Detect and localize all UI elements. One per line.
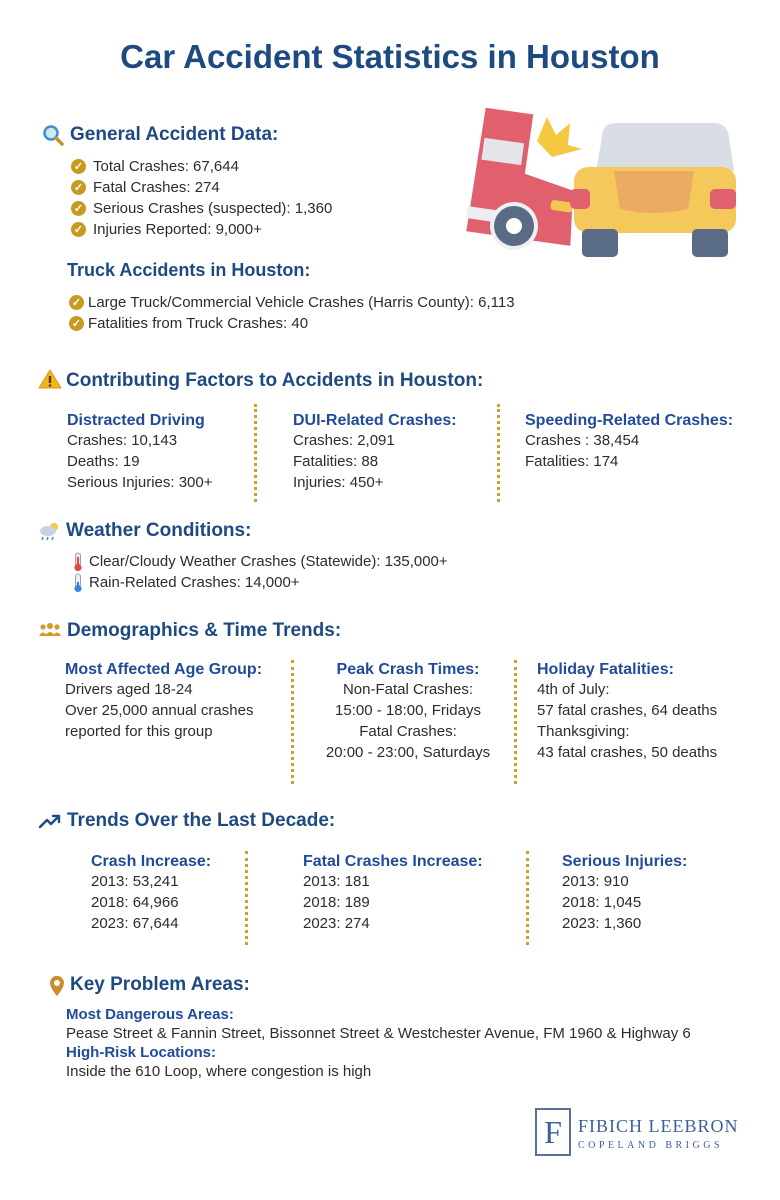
stat-line: Fatalities: 174 xyxy=(525,453,619,470)
dangerous-areas-text: Pease Street & Fannin Street, Bissonnet Street & Westchester Avenue, FM 1960 & Highway 6 xyxy=(66,1025,691,1042)
list-item: ✓ Injuries Reported: 9,000+ xyxy=(71,219,332,240)
check-icon: ✓ xyxy=(71,201,86,216)
stat-line: 43 fatal crashes, 50 deaths xyxy=(537,744,718,761)
factors-heading: Contributing Factors to Accidents in Houston: xyxy=(66,370,484,391)
column-title: Fatal Crashes Increase: xyxy=(303,853,483,870)
location-pin-icon xyxy=(48,975,66,997)
high-risk-title: High-Risk Locations: xyxy=(66,1044,217,1061)
yellow-car xyxy=(570,123,736,257)
column-title: Serious Injuries: xyxy=(562,853,688,870)
stat-line: Fatalities: 88 xyxy=(293,453,379,470)
column-divider xyxy=(254,404,257,502)
demo-age-group xyxy=(65,661,262,742)
column-title: Holiday Fatalities: xyxy=(537,661,674,678)
stat-line: 2018: 1,045 xyxy=(562,894,642,911)
people-icon xyxy=(38,622,62,638)
high-risk-text: Inside the 610 Loop, where congestion is high xyxy=(66,1063,372,1080)
trends-heading: Trends Over the Last Decade: xyxy=(67,810,336,831)
stat-line: Drivers aged 18-24 xyxy=(65,681,193,698)
factor-distracted xyxy=(67,412,213,493)
stat-line: 2018: 64,966 xyxy=(91,894,179,911)
stat-line: Over 25,000 annual crashes xyxy=(65,702,254,719)
problem-areas-body xyxy=(66,1006,691,1082)
column-title: Speeding-Related Crashes: xyxy=(525,412,734,429)
trend-fatal-increase xyxy=(303,853,483,934)
stat-line: 2018: 189 xyxy=(303,894,370,911)
demo-holiday xyxy=(537,661,717,763)
problem-areas-heading: Key Problem Areas: xyxy=(70,974,250,995)
stat-line: 20:00 - 23:00, Saturdays xyxy=(325,744,491,761)
list-item: Clear/Cloudy Weather Crashes (Statewide): 135,000+ xyxy=(71,551,448,572)
list-item: ✓ Serious Crashes (suspected): 1,360 xyxy=(71,198,332,219)
stat-line: Injuries: 450+ xyxy=(293,474,384,491)
stat-line: 2023: 274 xyxy=(303,915,370,932)
column-title: Most Affected Age Group: xyxy=(65,661,263,678)
demographics-heading: Demographics & Time Trends: xyxy=(67,620,342,641)
factor-speeding xyxy=(525,412,733,472)
weather-icon xyxy=(38,520,62,542)
thermometer-cold-icon xyxy=(71,573,85,593)
logo-mark: F xyxy=(535,1108,571,1156)
check-icon: ✓ xyxy=(69,316,84,331)
list-item: Rain-Related Crashes: 14,000+ xyxy=(71,572,448,593)
stat-line: 2013: 181 xyxy=(303,873,370,890)
column-divider xyxy=(526,851,529,945)
check-icon: ✓ xyxy=(71,159,86,174)
list-item: ✓ Total Crashes: 67,644 xyxy=(71,156,332,177)
dangerous-areas-title: Most Dangerous Areas: xyxy=(66,1006,234,1023)
column-divider xyxy=(245,851,248,945)
column-divider xyxy=(514,660,517,784)
thermometer-hot-icon xyxy=(71,552,85,572)
stat-line: reported for this group xyxy=(65,723,213,740)
stat-line: 2013: 910 xyxy=(562,873,629,890)
check-icon: ✓ xyxy=(71,180,86,195)
check-icon: ✓ xyxy=(71,222,86,237)
stat-line: Non-Fatal Crashes: xyxy=(342,681,474,698)
stat-line: Deaths: 19 xyxy=(67,453,140,470)
warning-icon xyxy=(38,368,62,390)
trend-serious-injuries xyxy=(562,853,687,934)
logo-line2: COPELAND BRIGGS xyxy=(578,1140,724,1151)
stat-line: 2023: 67,644 xyxy=(91,915,179,932)
stat-line: Crashes: 2,091 xyxy=(293,432,395,449)
column-title: Crash Increase: xyxy=(91,853,212,870)
column-divider xyxy=(291,660,294,784)
magnifier-icon xyxy=(42,124,64,146)
column-title: DUI-Related Crashes: xyxy=(293,412,457,429)
logo-line1: FIBICH LEEBRON xyxy=(578,1116,739,1136)
truck-heading: Truck Accidents in Houston: xyxy=(67,260,311,280)
column-title: Peak Crash Times: xyxy=(336,661,480,678)
trend-up-icon xyxy=(38,812,62,830)
weather-list xyxy=(71,551,448,593)
impact-icon xyxy=(537,117,582,157)
stat-line: 15:00 - 18:00, Fridays xyxy=(335,702,481,719)
general-heading: General Accident Data: xyxy=(70,124,279,145)
stat-line: 2013: 53,241 xyxy=(91,873,179,890)
stat-line: 4th of July: xyxy=(537,681,610,698)
column-divider xyxy=(497,404,500,502)
stat-line: Serious Injuries: 300+ xyxy=(67,474,213,491)
stat-line: Crashes: 10,143 xyxy=(67,432,178,449)
truck-list xyxy=(69,292,515,334)
factor-dui xyxy=(293,412,457,493)
column-title: Distracted Driving xyxy=(67,412,205,429)
stat-line: 2023: 1,360 xyxy=(562,915,642,932)
stat-line: Crashes : 38,454 xyxy=(525,432,640,449)
list-item: ✓ Fatalities from Truck Crashes: 40 xyxy=(69,313,515,334)
stat-line: Thanksgiving: xyxy=(537,723,630,740)
check-icon: ✓ xyxy=(69,295,84,310)
car-crash-illustration xyxy=(452,105,742,265)
list-item: ✓ Large Truck/Commercial Vehicle Crashes (Harris County): 6,113 xyxy=(69,292,515,313)
general-list xyxy=(71,156,332,240)
trend-crash-increase xyxy=(91,853,211,934)
page-title: Car Accident Statistics in Houston xyxy=(120,38,660,75)
list-item: ✓ Fatal Crashes: 274 xyxy=(71,177,332,198)
stat-line: 57 fatal crashes, 64 deaths xyxy=(537,702,718,719)
weather-heading: Weather Conditions: xyxy=(66,520,252,541)
stat-line: Fatal Crashes: xyxy=(359,723,457,740)
demo-peak-times xyxy=(303,661,513,763)
